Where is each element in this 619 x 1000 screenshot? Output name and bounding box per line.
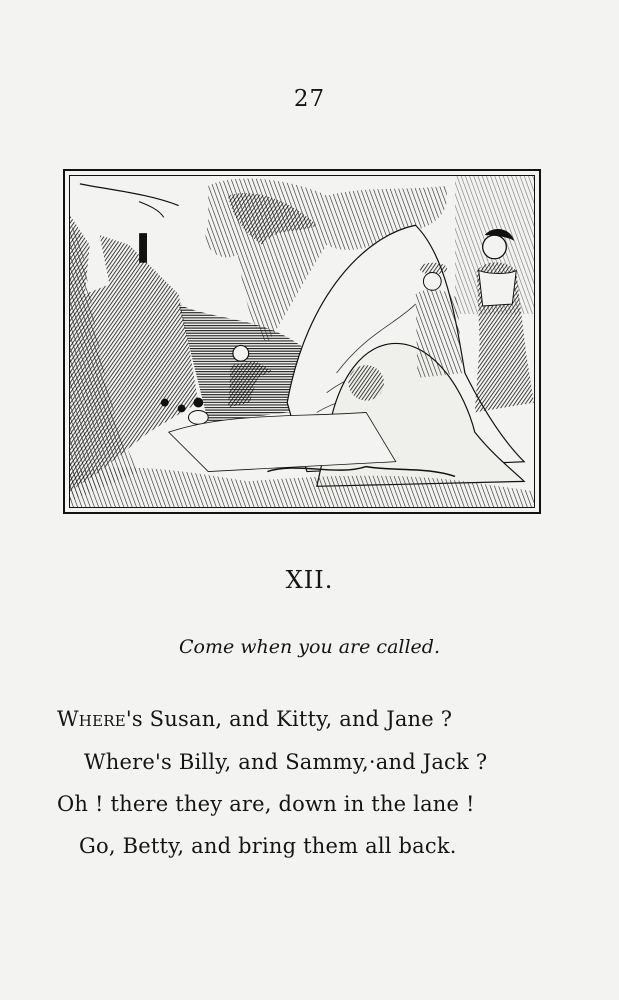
woodcut-illustration bbox=[63, 169, 541, 514]
poem-title: Come when you are called. bbox=[178, 636, 440, 658]
hidden-child-head bbox=[348, 365, 384, 400]
page-number: 27 bbox=[293, 86, 326, 112]
illustration-scene bbox=[70, 176, 534, 507]
verse-line-1-text: 's Susan, and Kitty, and Jane ? bbox=[125, 707, 453, 731]
man-body bbox=[416, 289, 463, 378]
woman-head bbox=[483, 235, 507, 259]
verse-line-4: Go, Betty, and bring them all back. bbox=[79, 834, 457, 858]
boy-head bbox=[233, 345, 249, 361]
verse-line-3: Oh ! there they are, down in the lane ! bbox=[57, 792, 475, 816]
verse-line-1 bbox=[57, 707, 452, 731]
verse-drop-word: Where bbox=[57, 707, 126, 731]
verse-line-2: Where's Billy, and Sammy,·and Jack ? bbox=[84, 750, 488, 774]
chapter-number: XII. bbox=[285, 566, 334, 594]
illustration-inner-border bbox=[69, 175, 535, 508]
